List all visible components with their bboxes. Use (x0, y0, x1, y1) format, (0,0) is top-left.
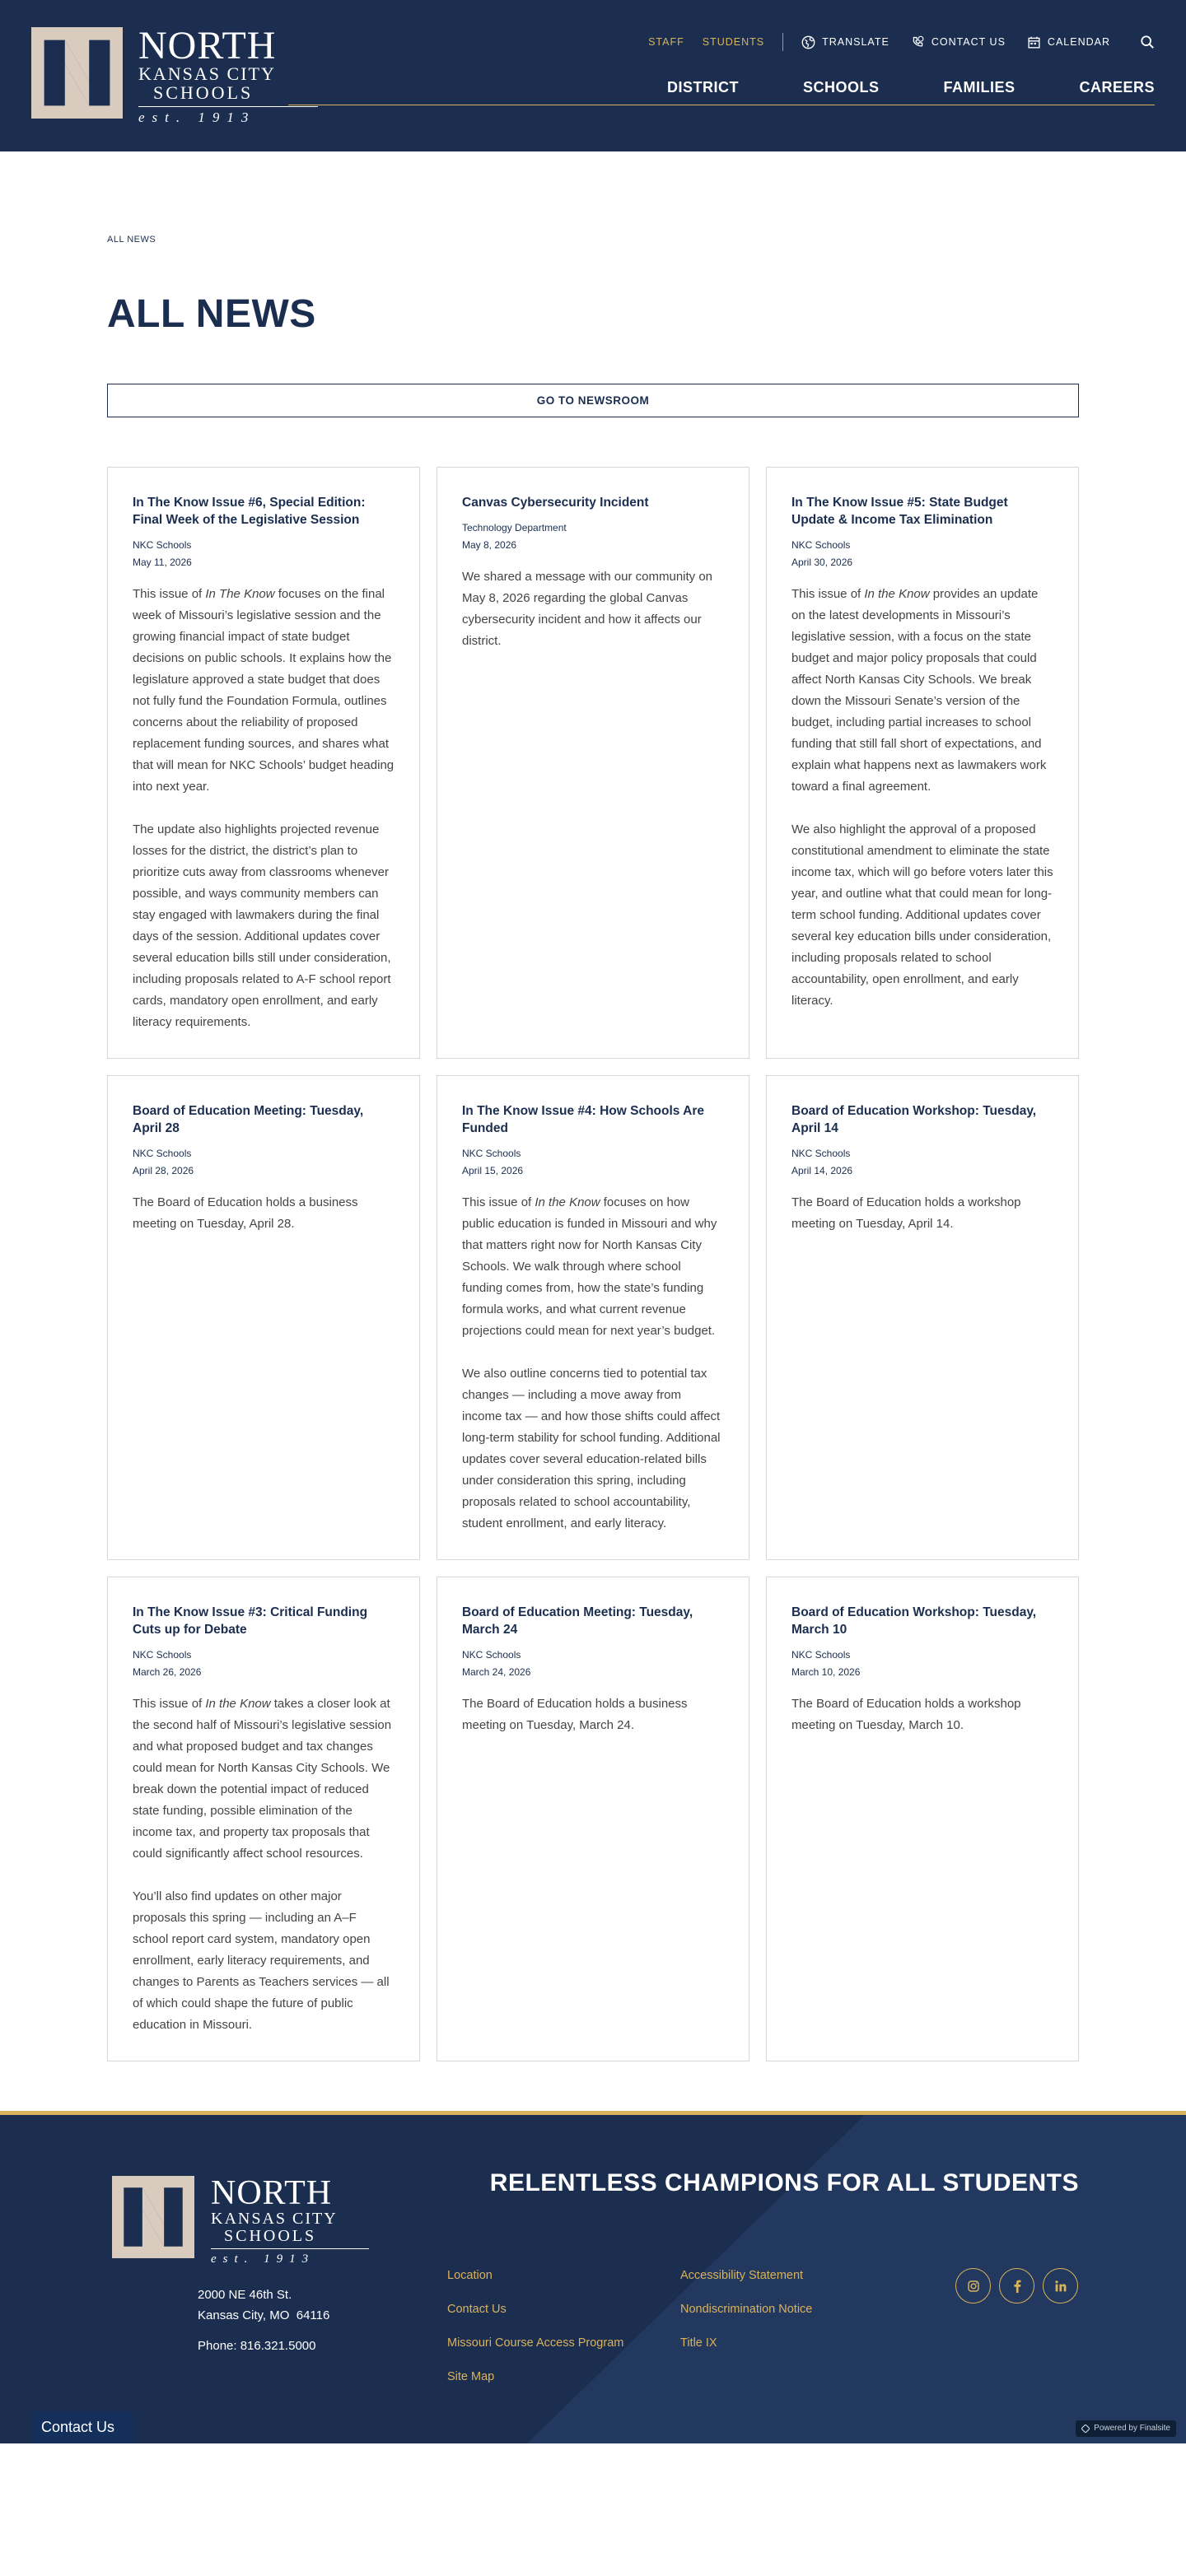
facebook-icon[interactable] (999, 2268, 1034, 2303)
staff-link[interactable]: STAFF (648, 36, 684, 48)
summary-text: The Board of Education holds a workshop meeting on Tuesday, April 14. (791, 1195, 1021, 1231)
site-header (0, 0, 1186, 151)
site-footer (0, 2111, 1186, 2443)
publication-name: In the Know (535, 1195, 600, 1209)
logo-north-text: NORTH (138, 24, 277, 68)
news-card-department: NKC Schools (462, 1649, 521, 1661)
address-line-1: 2000 NE 46th St. (198, 2288, 292, 2302)
footer-logo-est-text: est. 1913 (211, 2252, 315, 2266)
news-card-date: April 15, 2026 (462, 1165, 524, 1176)
logo-divider (138, 106, 318, 107)
calendar-link[interactable] (1027, 35, 1110, 49)
news-row (107, 1577, 1079, 2061)
news-card-summary (133, 1693, 395, 1865)
linkedin-icon[interactable] (1043, 2268, 1078, 2303)
footer-link-title-ix[interactable]: Title IX (680, 2336, 717, 2350)
translate-label: TRANSLATE (822, 36, 890, 48)
news-card[interactable] (766, 467, 1079, 1059)
news-card[interactable] (766, 1075, 1079, 1560)
news-card[interactable] (766, 1577, 1079, 2061)
news-card-title[interactable]: Board of Education Meeting: Tuesday, April 28 (133, 1104, 364, 1135)
footer-link-location[interactable]: Location (447, 2269, 493, 2282)
footer-logo-schools-text: SCHOOLS (224, 2227, 317, 2245)
news-card-date: March 24, 2026 (462, 1666, 531, 1678)
news-card-summary (462, 1192, 724, 1342)
news-card-department: NKC Schools (791, 1649, 851, 1661)
summary-text: You’ll also find updates on other major proposals this spring — including an A–F school report card system, mandatory open enrollment, early literacy requirements, and changes to Parents as Teachers services — all of which could shape the future of public education in Missouri. (133, 1889, 390, 2032)
site-logo[interactable] (31, 25, 295, 128)
contact-us-label: CONTACT US (931, 36, 1006, 48)
footer-link-accessibility[interactable]: Accessibility Statement (680, 2269, 804, 2282)
footer-phone: Phone: 816.321.5000 (198, 2339, 316, 2353)
footer-address (198, 2285, 329, 2326)
news-card-date: March 10, 2026 (791, 1666, 861, 1678)
powered-by-badge[interactable] (1076, 2420, 1176, 2437)
news-card-date: April 28, 2026 (133, 1165, 194, 1176)
news-card[interactable] (437, 1075, 749, 1560)
instagram-icon[interactable] (955, 2268, 991, 2303)
contact-us-tab[interactable]: Contact Us (33, 2411, 133, 2443)
news-card-date: May 8, 2026 (462, 539, 517, 551)
summary-text: takes a closer look at the second half of Missouri’s legislative session and what proposed budget and tax changes could mean for North Kansas City Schools. We break down the potential impact of reduced state funding, possible elimination of the income tax, and property tax proposals that could significantly affect school resources. (133, 1697, 392, 1861)
publication-name: In the Know (864, 587, 930, 601)
news-card-title[interactable]: In The Know Issue #6, Special Edition: Final Week of the Legislative Session (133, 496, 366, 527)
news-card-summary (133, 819, 395, 1033)
news-card-department: Technology Department (462, 522, 567, 533)
news-card-department: NKC Schools (791, 1148, 851, 1159)
news-card-summary (462, 566, 724, 652)
news-card-department: NKC Schools (133, 539, 192, 551)
news-card-date: March 26, 2026 (133, 1666, 202, 1678)
summary-text: We also highlight the approval of a proposed constitutional amendment to eliminate the state income tax, which will go before voters later this year, and outline what that could mean for long-term school funding. Additional updates cover several key education bills under consideration, including proposals related to school accountability, open enrollment, and early literacy. (791, 822, 1053, 1008)
main-nav (667, 79, 1155, 96)
news-card-summary (133, 1886, 395, 2036)
news-card-summary (462, 1693, 724, 1736)
search-button[interactable] (1140, 35, 1155, 49)
students-link[interactable]: STUDENTS (702, 36, 765, 48)
footer-link-contact-us[interactable]: Contact Us (447, 2303, 507, 2316)
news-card-date: April 14, 2026 (791, 1165, 853, 1176)
utility-nav (648, 33, 1155, 51)
main-content (0, 151, 1186, 2078)
footer-link-course-access[interactable]: Missouri Course Access Program (447, 2336, 624, 2350)
go-to-newsroom-button[interactable]: GO TO NEWSROOM (107, 384, 1079, 417)
news-card-department: NKC Schools (462, 1148, 521, 1159)
news-card-summary (791, 819, 1053, 1012)
search-icon (1140, 35, 1155, 49)
summary-text: The Board of Education holds a business meeting on Tuesday, March 24. (462, 1697, 688, 1732)
footer-logo-emblem-icon (112, 2176, 194, 2258)
footer-logo-kansas-city-text: KANSAS CITY (211, 2210, 338, 2228)
news-card[interactable] (107, 1075, 420, 1560)
news-row (107, 1075, 1079, 1560)
breadcrumb[interactable]: ALL NEWS (107, 235, 156, 245)
news-card-summary (791, 1192, 1053, 1235)
news-card-title[interactable]: Canvas Cybersecurity Incident (462, 496, 649, 510)
summary-text: This issue of (133, 1697, 206, 1711)
logo-schools-text: SCHOOLS (153, 82, 254, 103)
news-card-department: NKC Schools (791, 539, 851, 551)
summary-text: focuses on the final week of Missouri’s legislative session and the growing financial impact of state budget decisions on public schools. It explains how the legislature approved a state budget that does not fully fund the Foundation Formula, outlines concerns about the reliability of proposed replacement funding sources, and shares what that will mean for NKC Schools’ budget heading into next year. (133, 587, 395, 794)
phone-chat-icon (911, 35, 925, 49)
summary-text: focuses on how public education is funded in Missouri and why that matters right now for North Kansas City Schools. We walk through where school funding comes from, how the state’s funding formula works, and what current revenue projections could mean for next year’s budget. (462, 1195, 717, 1338)
news-card-title[interactable]: Board of Education Workshop: Tuesday, March 10 (791, 1605, 1037, 1637)
news-card-date: May 11, 2026 (133, 557, 192, 568)
translate-button[interactable] (801, 35, 890, 49)
publication-name: In The Know (205, 587, 275, 601)
publication-name: In the Know (205, 1697, 271, 1711)
news-card[interactable] (437, 1577, 749, 2061)
powered-by-text: Powered by Finalsite (1094, 2424, 1170, 2433)
news-card-title[interactable]: In The Know Issue #5: State Budget Update & Income Tax Elimination (791, 496, 1008, 527)
summary-text: This issue of (133, 587, 206, 601)
nav-schools[interactable]: SCHOOLS (802, 79, 880, 95)
summary-text: We shared a message with our community on May 8, 2026 regarding the global Canvas cybersecurity incident and how it affects our district. (462, 570, 713, 648)
footer-link-site-map[interactable]: Site Map (447, 2370, 495, 2383)
news-card-summary (133, 1192, 395, 1235)
summary-text: The Board of Education holds a business meeting on Tuesday, April 28. (133, 1195, 358, 1231)
news-card[interactable] (107, 467, 420, 1059)
news-card-date: April 30, 2026 (791, 557, 853, 568)
logo-kansas-city-text: KANSAS CITY (138, 63, 276, 84)
footer-links-column-2 (680, 2268, 812, 2369)
address-line-2: Kansas City, MO 64116 (198, 2308, 330, 2322)
logo-est-text: est. 1913 (138, 109, 256, 125)
news-row (107, 467, 1079, 1059)
news-card-summary (791, 584, 1053, 798)
news-grid (107, 467, 1079, 2078)
footer-logo-north-text: NORTH (211, 2174, 333, 2212)
summary-text: This issue of (462, 1195, 535, 1209)
summary-text: The Board of Education holds a workshop meeting on Tuesday, March 10. (791, 1697, 1021, 1732)
footer-logo-divider (211, 2248, 369, 2249)
nav-families[interactable]: FAMILIES (943, 79, 1016, 95)
news-card-summary (791, 1693, 1053, 1736)
globe-icon (801, 35, 815, 49)
footer-tagline: RELENTLESS CHAMPIONS FOR ALL STUDENTS (489, 2169, 1079, 2196)
news-card-summary (133, 584, 395, 798)
finalsite-logo-icon (1081, 2425, 1090, 2433)
news-card-department: NKC Schools (133, 1649, 192, 1661)
news-card-summary (462, 1363, 724, 1535)
nav-careers[interactable]: CAREERS (1079, 79, 1155, 95)
summary-text: The update also highlights projected revenue losses for the district, the district’s plan to prioritize cuts away from classrooms whenever possible, and ways community members can stay engaged with lawmakers during the final days of the session. Additional updates cover several education bills still under consideration, including proposals related to A-F school report cards, mandatory open enrollment, and early literacy requirements. (133, 822, 391, 1029)
footer-links-column-1 (447, 2268, 623, 2403)
logo-emblem-icon (31, 27, 123, 119)
news-card-title[interactable]: Board of Education Meeting: Tuesday, March 24 (462, 1605, 693, 1637)
footer-logo[interactable] (112, 2174, 367, 2277)
page-title: ALL NEWS (107, 292, 316, 336)
news-card-title[interactable]: In The Know Issue #3: Critical Funding Cuts up for Debate (133, 1605, 368, 1637)
summary-text: provides an update on the latest developments in Missouri’s legislative session, with a focus on the state budget and major policy proposals that could affect North Kansas City Schools. We break down the Missouri Senate’s version of the budget, including partial increases to school funding that still fall short of expectations, and explain what happens next as lawmakers work toward a final agreement. (791, 587, 1047, 794)
news-card-department: NKC Schools (133, 1148, 192, 1159)
news-card[interactable] (107, 1577, 420, 2061)
social-links (955, 2268, 1078, 2303)
news-card-title[interactable]: In The Know Issue #4: How Schools Are Funded (462, 1104, 704, 1135)
utility-divider (782, 33, 783, 51)
calendar-icon (1027, 35, 1041, 49)
footer-link-nondiscrimination[interactable]: Nondiscrimination Notice (680, 2303, 813, 2316)
summary-text: This issue of (791, 587, 865, 601)
summary-text: We also outline concerns tied to potential tax changes — including a move away from income tax — and how those shifts could affect long-term stability for school funding. Additional updates cover several education-related bills under consideration this spring, including proposals related to school accountability, student enrollment, and early literacy. (462, 1367, 721, 1530)
news-card-title[interactable]: Board of Education Workshop: Tuesday, April 14 (791, 1104, 1037, 1135)
contact-us-link[interactable] (911, 35, 1006, 49)
news-card[interactable] (437, 467, 749, 1059)
nav-district[interactable]: DISTRICT (666, 79, 739, 95)
calendar-label: CALENDAR (1047, 36, 1110, 48)
